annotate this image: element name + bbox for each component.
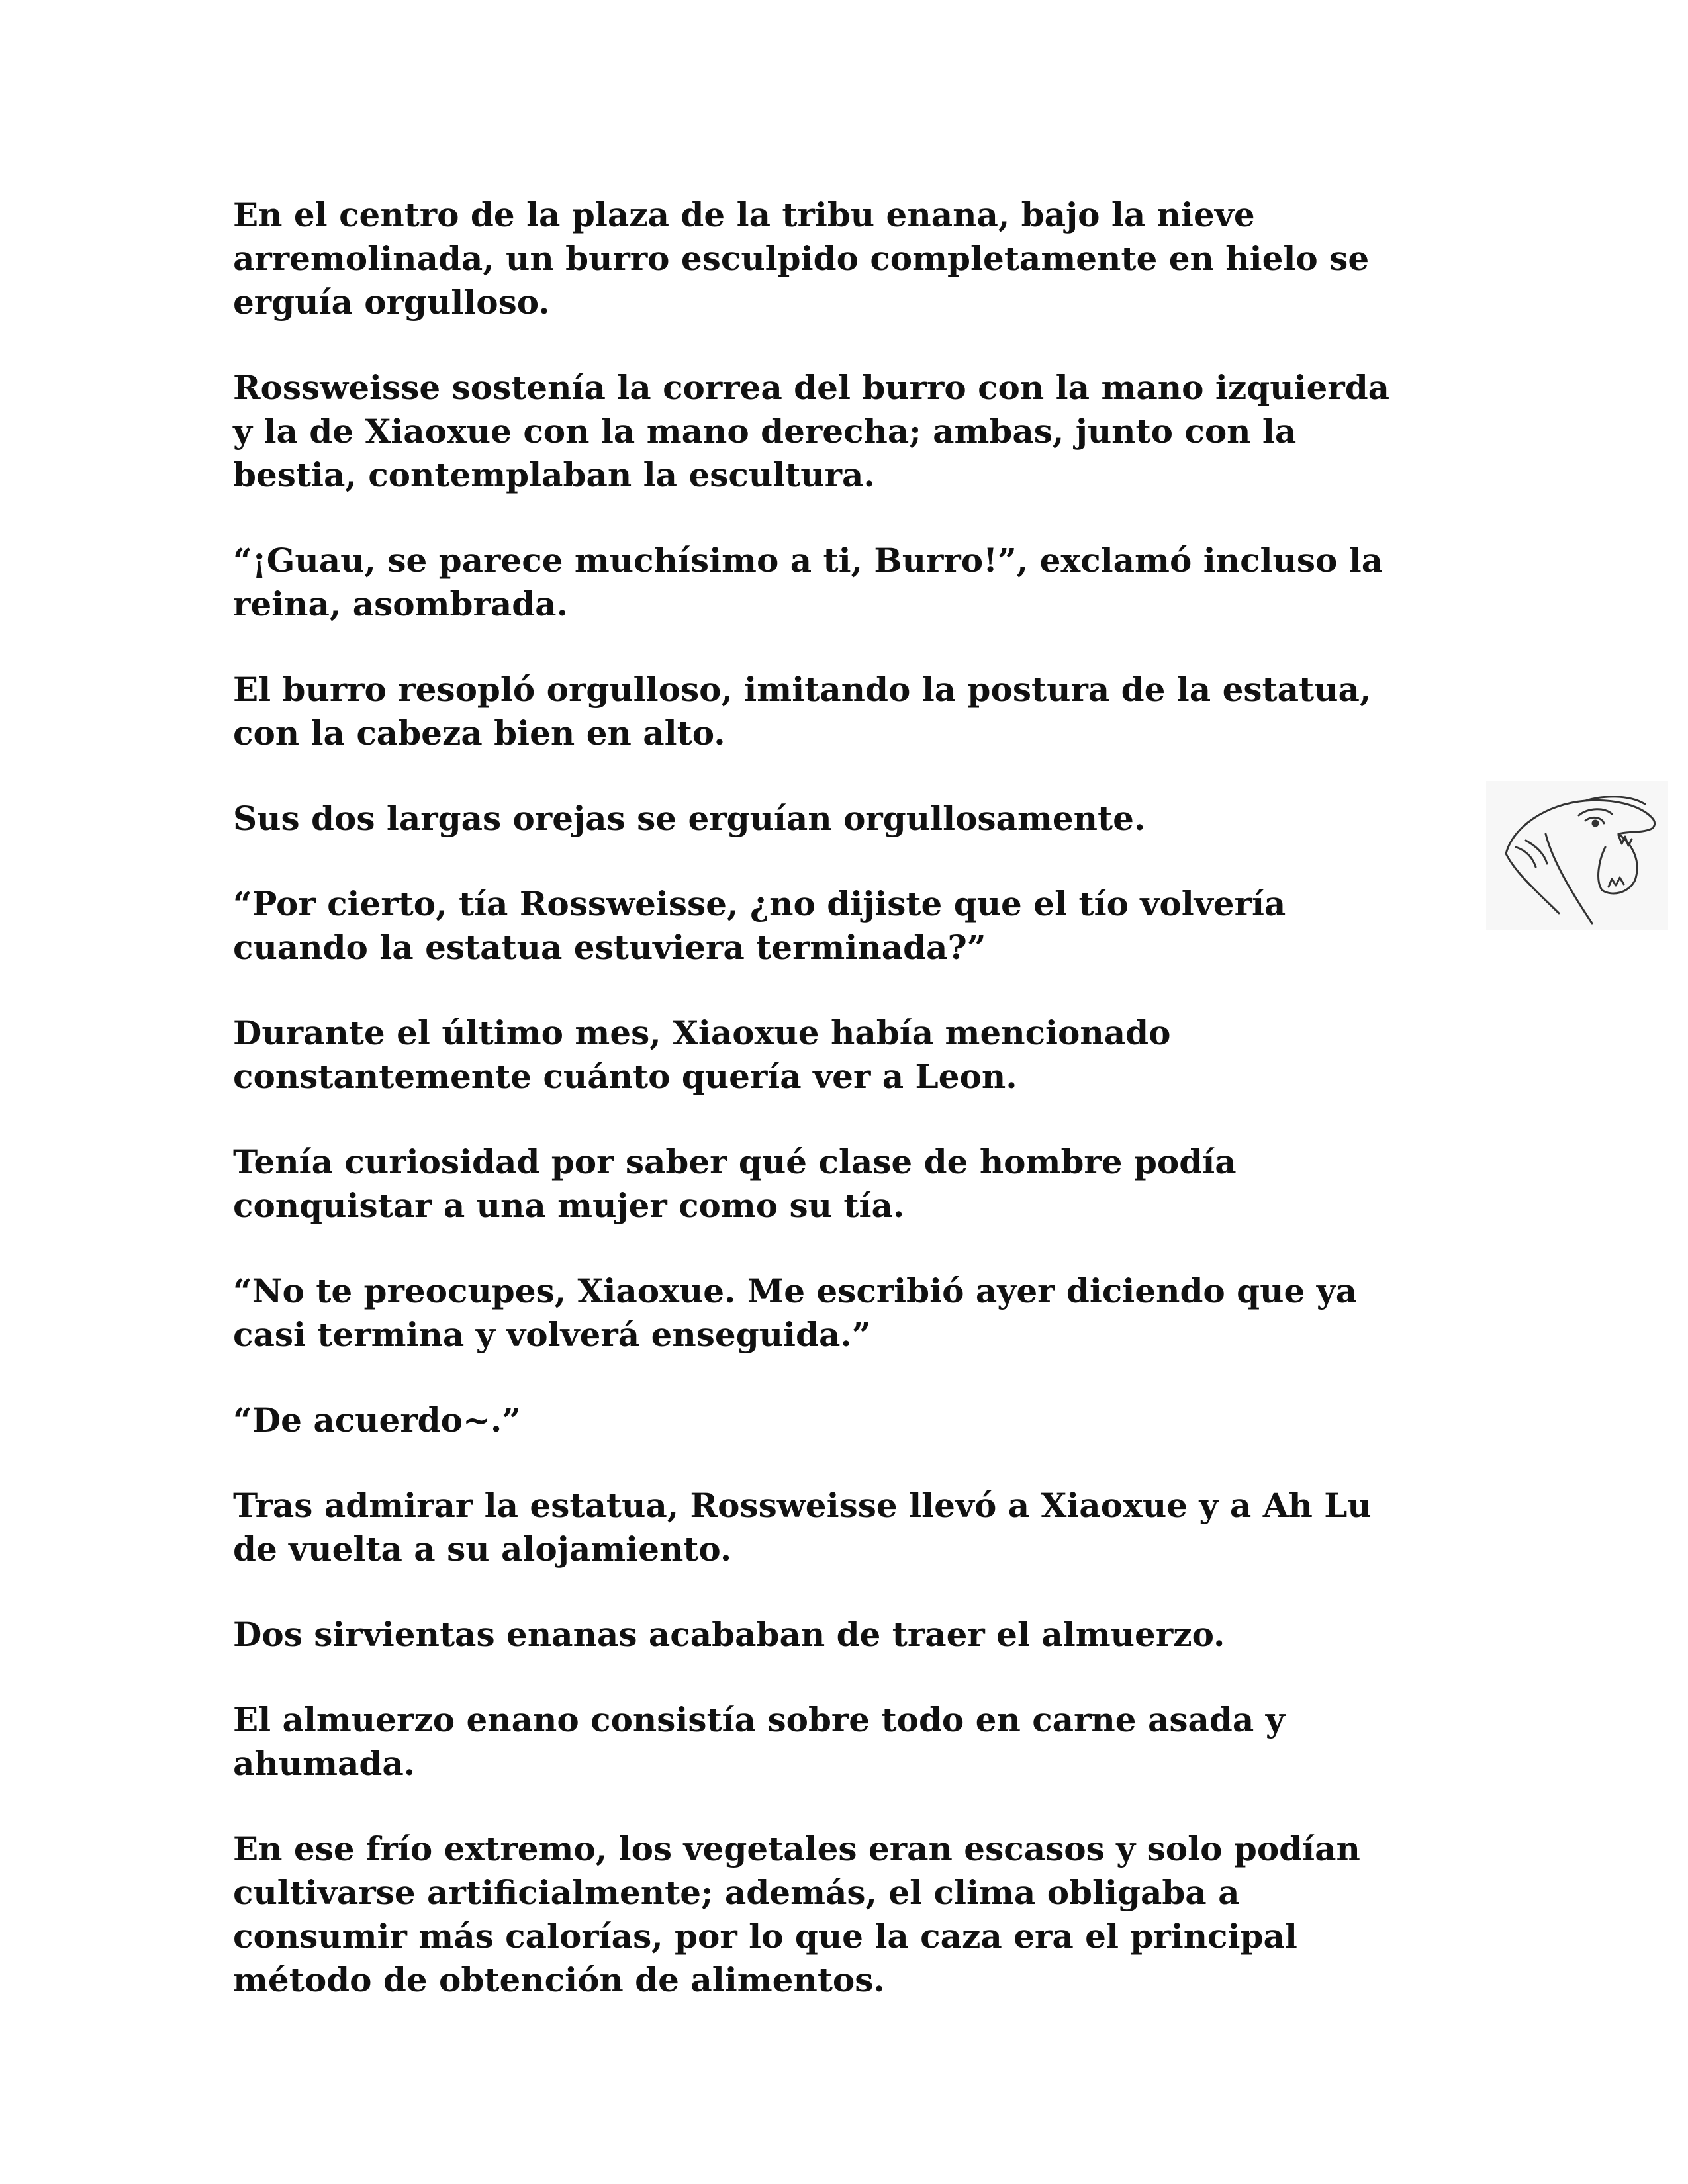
paragraph: Tenía curiosidad por saber qué clase de hombre podía conquistar a una mujer como su tía. [233, 1142, 1237, 1225]
paragraph: “No te preocupes, Xiaoxue. Me escribió ayer diciendo que ya casi termina y volverá enseguida.” [233, 1271, 1358, 1354]
dinosaur-sketch-icon [1486, 781, 1668, 930]
paragraph: Dos sirvientas enanas acababan de traer el almuerzo. [233, 1615, 1225, 1654]
paragraph: “De acuerdo~.” [233, 1400, 522, 1439]
paragraph: El almuerzo enano consistía sobre todo en carne asada y ahumada. [233, 1700, 1285, 1783]
paragraph: En el centro de la plaza de la tribu enana, bajo la nieve arremolinada, un burro esculpido completamente en hielo se erguía orgulloso. [233, 195, 1370, 322]
paragraph: En ese frío extremo, los vegetales eran escasos y solo podían cultivarse artificialmente; además, el clima obligaba a consumir más calorías, por lo que la caza era el principal método de obtención de alimentos. [233, 1829, 1360, 1999]
paragraph: Sus dos largas orejas se erguían orgullosamente. [233, 799, 1146, 838]
paragraph: Tras admirar la estatua, Rossweisse llevó a Xiaoxue y a Ah Lu de vuelta a su alojamiento. [233, 1486, 1372, 1569]
paragraph: “¡Guau, se parece muchísimo a ti, Burro!”, exclamó incluso la reina, asombrada. [233, 541, 1383, 623]
paragraph: El burro resopló orgulloso, imitando la postura de la estatua, con la cabeza bien en alto. [233, 670, 1372, 752]
paragraph: Durante el último mes, Xiaoxue había mencionado constantemente cuánto quería ver a Leon. [233, 1013, 1171, 1096]
body-text [233, 193, 1464, 2044]
paragraph: Rossweisse sostenía la correa del burro con la mano izquierda y la de Xiaoxue con la mano derecha; ambas, junto con la bestia, contemplaban la escultura. [233, 368, 1390, 494]
paragraph: “Por cierto, tía Rossweisse, ¿no dijiste que el tío volvería cuando la estatua estuviera terminada?” [233, 884, 1286, 967]
